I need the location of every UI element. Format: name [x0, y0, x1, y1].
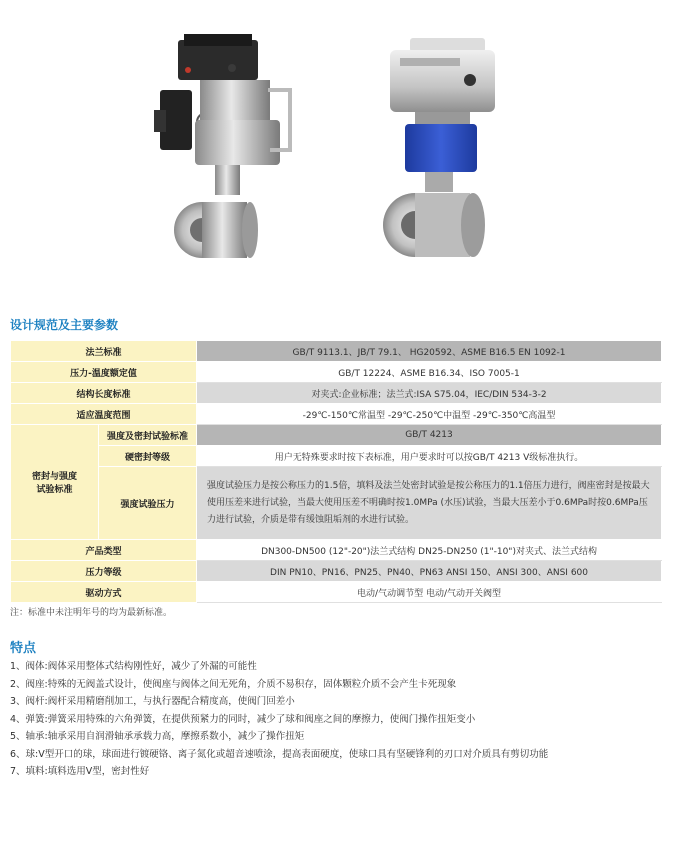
spec-value: 对夹式:企业标准；法兰式:ISA S75.04，IEC/DIN 534-3-2 [197, 383, 662, 404]
spec-value: 强度试验压力是按公称压力的1.5倍，填料及法兰处密封试验是按公称压力的1.1倍压力进行，阀座密封是按最大使用压差来进行试验，当最大使用压差不明确时按1.0MPa (水压)试验，当最大压差小于0.6MPa时按0.6MPa压力进行试验，介质是带有缓蚀阻垢剂的水进行试验。 [197, 467, 662, 540]
spec-label: 强度试验压力 [99, 467, 197, 540]
list-item: 3、阀杆:阀杆采用精磨削加工，与执行器配合精度高，使阀门回差小 [10, 696, 295, 707]
table-row [11, 425, 662, 446]
spec-value: 电动/气动调节型 电动/气动开关阀型 [197, 582, 662, 603]
list-item: 7、填料:填料选用V型，密封性好 [10, 766, 150, 777]
spec-value: DIN PN10、PN16、PN25、PN40、PN63 ANSI 150、ANSI 300、ANSI 600 [197, 561, 662, 582]
list-item: 4、弹簧:弹簧采用特殊的六角弹簧，在提供预紧力的同时，减少了球和阀座之间的摩擦力，使阀门操作扭矩变小 [10, 713, 476, 725]
spec-table [10, 340, 662, 603]
spec-label: 法兰标准 [11, 341, 197, 362]
spec-value: 用户无特殊要求时按下表标准，用户要求时可以按GB/T 4213 V级标准执行。 [197, 446, 662, 467]
spec-group-label-line2: 试验标准 [36, 485, 73, 495]
spec-value: GB/T 12224、ASME B16.34、ISO 7005-1 [197, 362, 662, 383]
spec-label: 结构长度标准 [11, 383, 197, 404]
table-row [11, 362, 662, 383]
spec-label: 产品类型 [11, 540, 197, 561]
electric-valve-photo [375, 30, 505, 265]
product-photos [0, 0, 691, 300]
list-item: 5、轴承:轴承采用自润滑轴承承载力高，摩擦系数小，减少了操作扭矩 [10, 731, 305, 742]
spec-label: 强度及密封试验标准 [99, 425, 197, 446]
spec-group-label [11, 425, 99, 540]
table-row [11, 446, 662, 467]
standards-note: 注：标准中未注明年号的均为最新标准。 [10, 608, 173, 618]
table-row [11, 540, 662, 561]
list-item: 2、阀座:特殊的无阀盖式设计，使阀座与阀体之间无死角，介质不易积存，固体颗粒介质不会产生卡死现象 [10, 678, 457, 690]
spec-label: 硬密封等级 [99, 446, 197, 467]
spec-value: -29℃-150℃常温型 -29℃-250℃中温型 -29℃-350℃高温型 [197, 404, 662, 425]
list-item: 6、球:V型开口的球，球面进行镀硬铬、离子氮化或超音速喷涂，提高表面硬度，使球口具有坚硬锋利的刃口对介质具有剪切功能 [10, 748, 549, 760]
pneumatic-valve-photo [140, 30, 300, 270]
spec-label: 适应温度范围 [11, 404, 197, 425]
spec-value: GB/T 9113.1、JB/T 79.1、 HG20592、ASME B16.5 EN 1092-1 [197, 341, 662, 362]
table-row [11, 561, 662, 582]
table-row [11, 582, 662, 603]
spec-value: GB/T 4213 [197, 425, 662, 446]
spec-label: 驱动方式 [11, 582, 197, 603]
list-item: 1、阀体:阀体采用整体式结构刚性好，减少了外漏的可能性 [10, 661, 257, 672]
table-row [11, 404, 662, 425]
features-section-title: 特点 [10, 641, 37, 656]
spec-section-title: 设计规范及主要参数 [10, 318, 119, 332]
spec-label: 压力-温度额定值 [11, 362, 197, 383]
table-row [11, 383, 662, 404]
spec-label: 压力等级 [11, 561, 197, 582]
features-list [10, 658, 548, 781]
spec-value: DN300-DN500 (12"-20")法兰式结构 DN25-DN250 (1"-10")对夹式、法兰式结构 [197, 540, 662, 561]
spec-group-label-line1: 密封与强度 [31, 472, 77, 482]
table-row [11, 341, 662, 362]
table-row [11, 467, 662, 540]
